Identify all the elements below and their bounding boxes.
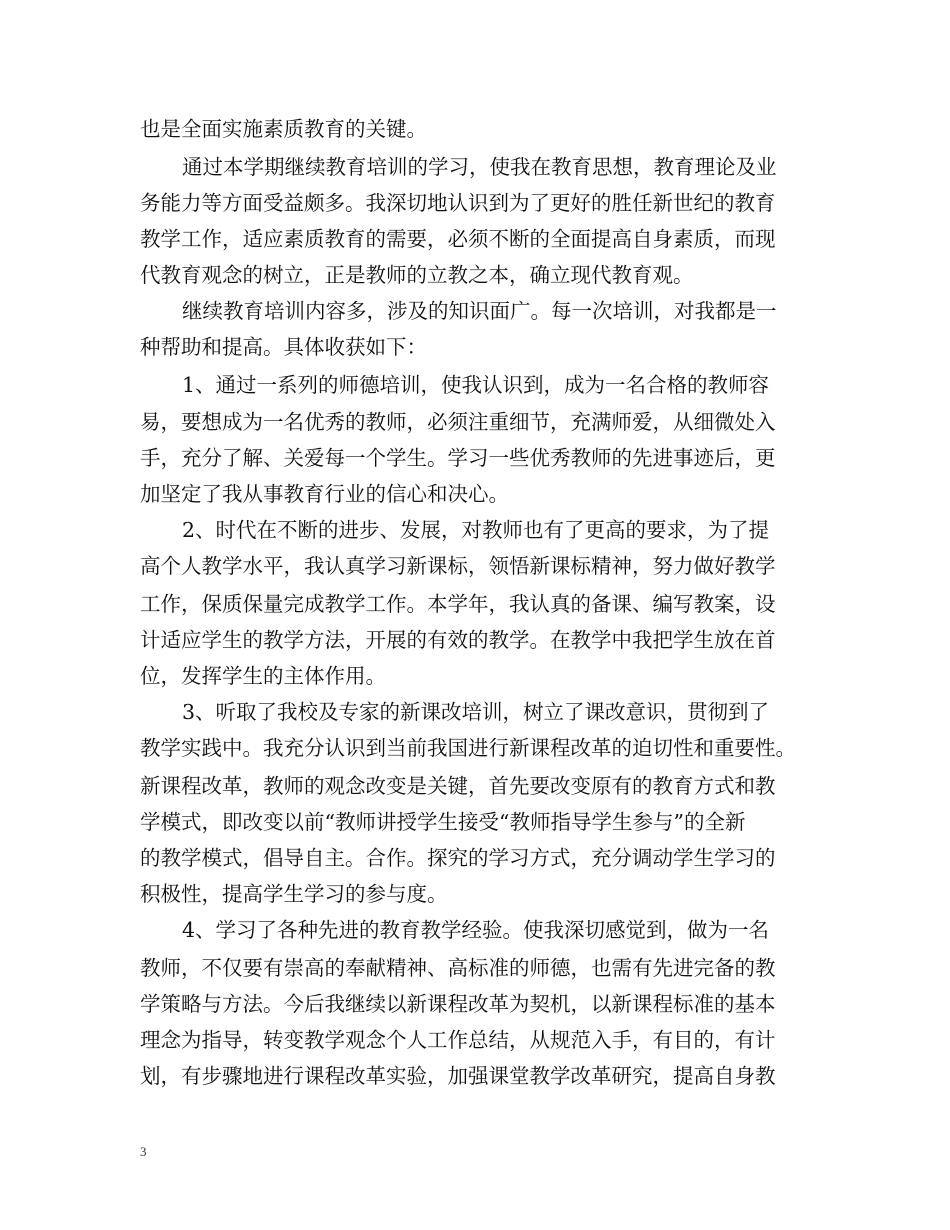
text-line: 代教育观念的树立，正是教师的立教之本，确立现代教育观。	[140, 263, 694, 287]
text-line: 也是全面实施素质教育的关键。	[140, 117, 427, 141]
text-line: 学模式，即改变以前“教师讲授学生接受“教师指导学生参与”的全新	[140, 810, 746, 834]
text-line: 的教学模式，倡导自主。合作。探究的学习方式，充分调动学生学习的	[140, 846, 776, 870]
text-line: 学策略与方法。今后我继续以新课程改革为契机，以新课程标准的基本	[140, 992, 776, 1016]
text-line: 教学实践中。我充分认识到当前我国进行新课程改革的迫切性和重要性。	[140, 736, 796, 760]
text-line: 易，要想成为一名优秀的教师，必须注重细节，充满师爱，从细微处入	[140, 410, 776, 434]
text-line: 新课程改革，教师的观念改变是关键，首先要改变原有的教育方式和教	[140, 774, 776, 798]
text-line: 教学工作，适应素质教育的需要，必须不断的全面提高自身素质，而现	[140, 227, 776, 251]
paragraph-first-line: 4、学习了各种先进的教育教学经验。使我深切感觉到，做为一名	[182, 918, 770, 942]
paragraph-first-line: 2、时代在不断的进步、发展，对教师也有了更高的要求，为了提	[182, 518, 770, 542]
paragraph-first-line: 3、听取了我校及专家的新课改培训，树立了课改意识，贯彻到了	[182, 700, 770, 724]
text-line: 位，发挥学生的主体作用。	[140, 664, 386, 688]
text-line: 工作，保质保量完成教学工作。本学年，我认真的备课、编写教案，设	[140, 592, 776, 616]
text-line: 种帮助和提高。具体收获如下：	[140, 335, 427, 359]
paragraph-first-line: 1、通过一系列的师德培训，使我认识到，成为一名合格的教师容	[182, 373, 770, 397]
text-line: 积极性，提高学生学习的参与度。	[140, 882, 448, 906]
paragraph-first-line: 继续教育培训内容多，涉及的知识面广。每一次培训，对我都是一	[182, 299, 777, 323]
text-line: 划，有步骤地进行课程改革实验，加强课堂教学改革研究，提高自身教	[140, 1064, 776, 1088]
page-number: 3	[140, 1144, 147, 1159]
text-line: 高个人教学水平，我认真学习新课标，领悟新课标精神，努力做好教学	[140, 554, 776, 578]
text-line: 加坚定了我从事教育行业的信心和决心。	[140, 482, 509, 506]
text-line: 理念为指导，转变教学观念个人工作总结，从规范入手，有目的，有计	[140, 1028, 776, 1052]
text-line: 教师，不仅要有崇高的奉献精神、高标准的师德，也需有先进完备的教	[140, 956, 776, 980]
text-line: 计适应学生的教学方法，开展的有效的教学。在教学中我把学生放在首	[140, 628, 776, 652]
text-line: 务能力等方面受益颇多。我深切地认识到为了更好的胜任新世纪的教育	[140, 191, 776, 215]
text-line: 手，充分了解、关爱每一个学生。学习一些优秀教师的先进事迹后，更	[140, 446, 776, 470]
paragraph-first-line: 通过本学期继续教育培训的学习，使我在教育思想，教育理论及业	[182, 155, 777, 179]
